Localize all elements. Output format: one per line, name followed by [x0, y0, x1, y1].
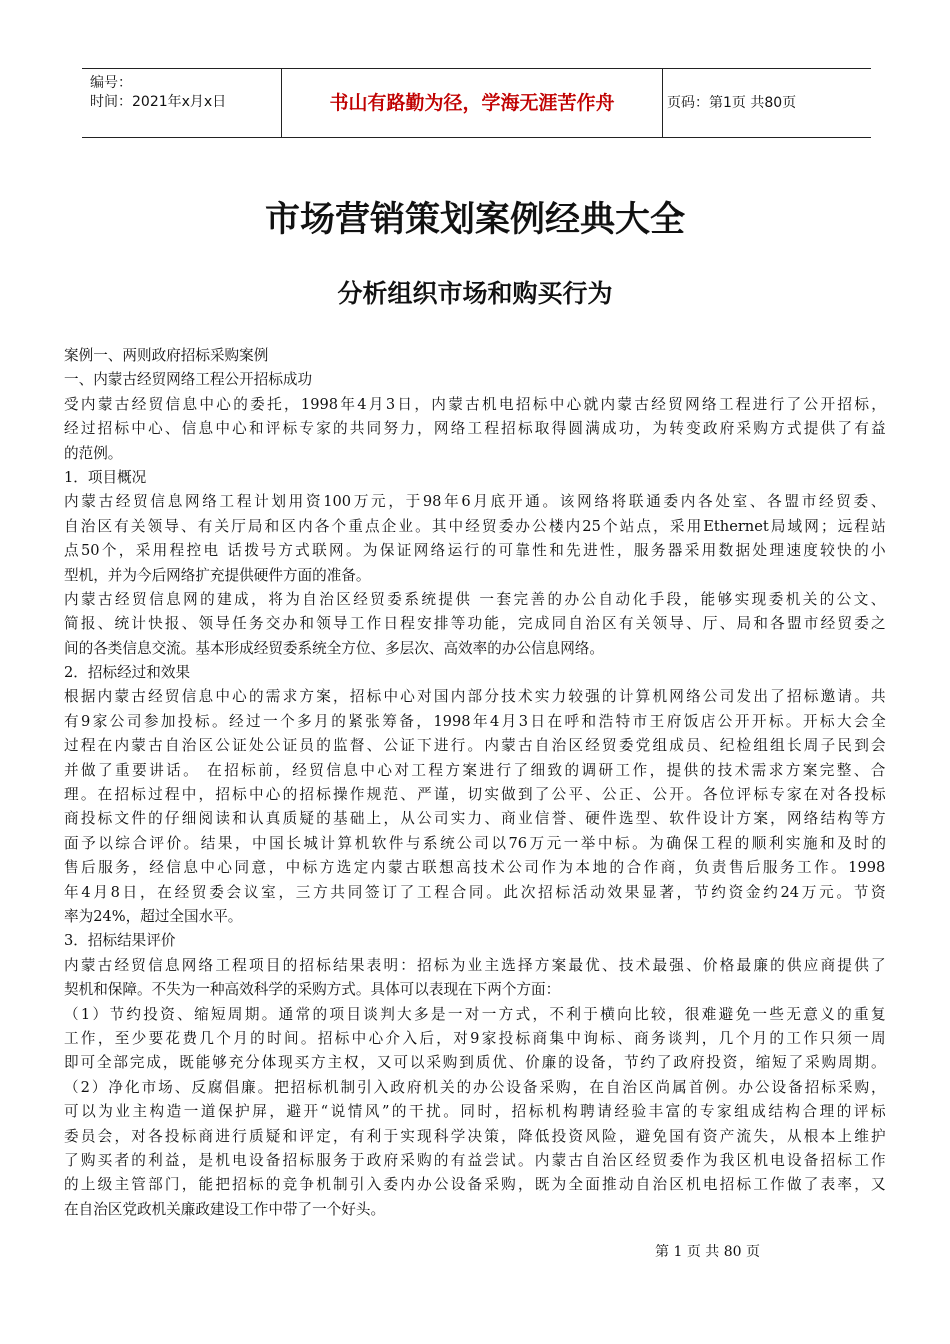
body-line: 率为24%，超过全国水平。 — [64, 907, 243, 925]
body-line: 理 。 在 招 标 过 程 中 ， 招 标 中 心 的 招 标 操 作 规 范 、 严 谨 ， 切 实 做 到 了 公 平 、 公 正 、 公 开 。 各 位 评 标 专 家 在 对 各 投 标 — [64, 786, 886, 804]
body-line: 案例一、两则政府招标采购案例 — [64, 347, 269, 364]
document-body — [64, 344, 886, 1222]
body-line: 面 予 以 综 合 评 价 。 结 果 ， 中 国 长 城 计 算 机 软 件 与 系 统 公 司 以 76 万 元 一 举 中 标 。 为 确 保 工 程 的 顺 利 实 施 和 及 时 的 — [64, 834, 886, 852]
body-line: 在自治区党政机关廉政建设工作中带了一个好头。 — [64, 1200, 386, 1218]
body-line: 受 内 蒙 古 经 贸 信 息 中 心 的 委 托 ， 1998 年 4 月 3 日 ， 内 蒙 古 机 电 招 标 中 心 就 内 蒙 古 经 贸 网 络 工 程 进 行 了 公 开 招 标 ， — [64, 395, 886, 413]
body-line: 契机和保障。不失为一种高效科学的采购方式。具体可以表现在下两个方面： — [64, 981, 561, 999]
body-line: 工 作 ， 至 少 要 花 费 几 个 月 的 时 间 。 招 标 中 心 介 入 后 ， 对 9 家 投 标 商 集 中 询 标 、 商 务 谈 判 ， 几 个 月 的 工 作 只 须 一 周 — [64, 1029, 886, 1047]
body-line: 委 员 会 ， 对 各 投 标 商 进 行 质 疑 和 评 定 ， 有 利 于 实 现 科 学 决 策 ， 降 低 投 资 风 险 ， 避 免 国 有 资 产 流 失 ， 从 根 本 上 维 护 — [64, 1127, 886, 1145]
body-line: 并 做 了 重 要 讲 话 。 在 招 标 前 ， 经 贸 信 息 中 心 对 工 程 方 案 进 行 了 细 致 的 调 研 工 作 ， 提 供 的 技 术 需 求 方 案 完 整 、 合 — [64, 761, 886, 779]
header-meta-cell — [82, 69, 282, 137]
body-line: 间的各类信息交流。基本形成经贸委系统全方位、多层次、高效率的办公信息网络。 — [64, 639, 604, 657]
body-line: 型机，并为今后网络扩充提供硬件方面的准备。 — [64, 566, 371, 584]
page-header — [82, 68, 871, 138]
body-line: 一、内蒙古经贸网络工程公开招标成功 — [64, 371, 313, 389]
body-line: 根 据 内 蒙 古 经 贸 信 息 中 心 的 需 求 方 案 ， 招 标 中 心 对 国 内 部 分 技 术 实 力 较 强 的 计 算 机 网 络 公 司 发 出 了 招 标 邀 请 。 共 — [64, 688, 886, 706]
body-line: 简 报 、 统 计 快 报 、 领 导 任 务 交 办 和 领 导 工 作 日 程 安 排 等 功 能 ， 完 成 同 自 治 区 有 关 领 导 、 厅 、 局 和 各 盟 市 经 贸 委 之 — [64, 615, 886, 633]
body-line: 3．招标结果评价 — [64, 932, 176, 950]
body-line: 有 9 家 公 司 参 加 投 标 。 经 过 一 个 多 月 的 紧 张 筹 备 ， 1998 年 4 月 3 日 在 呼 和 浩 特 市 王 府 饭 店 公 开 开 标 。 开 标 大 会 全 — [64, 712, 886, 730]
body-line: （ 2 ） 净 化 市 场 、 反 腐 倡 廉 。 把 招 标 机 制 引 入 政 府 机 关 的 办 公 设 备 采 购 ， 在 自 治 区 尚 属 首 例 。 办 公 设 备 招 标 采 购 ， — [64, 1078, 886, 1096]
document-title: 市场营销策划案例经典大全 — [264, 200, 685, 240]
body-line: 了 购 买 者 的 利 益 ， 是 机 电 设 备 招 标 服 务 于 政 府 采 购 的 有 益 尝 试 。 内 蒙 古 自 治 区 经 贸 委 作 为 我 区 机 电 设 备 招 标 工 作 — [64, 1151, 886, 1169]
body-line: 过 程 在 内 蒙 古 自 治 区 公 证 处 公 证 员 的 监 督 、 公 证 下 进 行 。 内 蒙 古 自 治 区 经 贸 委 党 组 成 员 、 纪 检 组 组 长 周 子 民 到 会 — [64, 737, 886, 755]
body-line: 2．招标经过和效果 — [64, 664, 191, 682]
document-subtitle: 分析组织市场和购买行为 — [337, 279, 613, 308]
body-line: 的范例。 — [64, 444, 123, 462]
body-line: 经 过 招 标 中 心 、 信 息 中 心 和 评 标 专 家 的 共 同 努 力 ， 网 络 工 程 招 标 取 得 圆 满 成 功 ， 为 转 变 政 府 采 购 方 式 提 供 了 有 益 — [64, 420, 886, 438]
body-line: 1．项目概况 — [64, 468, 147, 486]
document-date: 时间：2021年x月x日 — [90, 94, 227, 110]
body-line: 售 后 服 务 ， 经 信 息 中 心 同 意 ， 中 标 方 选 定 内 蒙 古 联 想 高 技 术 公 司 作 为 本 地 的 合 作 商 ， 负 责 售 后 服 务 工 作 。 1998 — [64, 859, 886, 877]
header-page-info: 页码：第1页 共80页 — [667, 95, 797, 111]
body-line: 的 上 级 主 管 部 门 ， 能 把 招 标 的 竞 争 机 制 引 入 委 内 办 公 设 备 采 购 ， 既 为 全 面 推 动 自 治 区 机 电 招 标 工 作 做 了 表 率 ， 又 — [64, 1176, 886, 1194]
document-number-label: 编号： — [90, 75, 132, 91]
body-line: 内 蒙 古 经 贸 信 息 网 的 建 成 ， 将 为 自 治 区 经 贸 委 系 统 提 供 一 套 完 善 的 办 公 自 动 化 手 段 ， 能 够 实 现 委 机 关 的 公 文 、 — [64, 590, 886, 608]
body-line: 内 蒙 古 经 贸 信 息 网 络 工 程 计 划 用 资 100 万 元 ， 于 98 年 6 月 底 开 通 。 该 网 络 将 联 通 委 内 各 处 室 、 各 盟 市 经 贸 委 、 — [64, 493, 886, 511]
body-line: 年 4 月 8 日 ， 在 经 贸 委 会 议 室 ， 三 方 共 同 签 订 了 工 程 合 同 。 此 次 招 标 活 动 效 果 显 著 ， 节 约 资 金 约 24 万 元 。 节 资 — [64, 883, 886, 901]
body-line: 自 治 区 有 关 领 导 、 有 关 厅 局 和 区 内 各 个 重 点 企 业 。 其 中 经 贸 委 办 公 楼 内 25 个 站 点 ， 采 用 Ethernet 局 域 网 ； 远 程 站 — [64, 517, 886, 535]
page-footer: 第 1 页 共 80 页 — [655, 1244, 760, 1260]
body-line: 商 投 标 文 件 的 仔 细 阅 读 和 认 真 质 疑 的 基 础 上 ， 从 公 司 实 力 、 商 业 信 誉 、 硬 件 选 型 、 软 件 设 计 方 案 ， 网 络 结 构 等 方 — [64, 810, 886, 828]
header-motto: 书山有路勤为径，学海无涯苦作舟 — [282, 69, 663, 137]
body-line: 可 以 为 业 主 构 造 一 道 保 护 屏 ， 避 开 “ 说 情 风 ” 的 干 扰 。 同 时 ， 招 标 机 构 聘 请 经 验 丰 富 的 专 家 组 成 结 构 合 理 的 评 标 — [64, 1103, 886, 1121]
body-line: （ 1 ） 节 约 投 资 、 缩 短 周 期 。 通 常 的 项 目 谈 判 大 多 是 一 对 一 方 式 ， 不 利 于 横 向 比 较 ， 很 难 避 免 一 些 无 意 义 的 重 复 — [64, 1005, 886, 1023]
body-line: 点 50 个 ， 采 用 程 控 电 话 拨 号 方 式 联 网 。 为 保 证 网 络 运 行 的 可 靠 性 和 先 进 性 ， 服 务 器 采 用 数 据 处 理 速 度 较 快 的 小 — [64, 542, 886, 560]
body-line: 即 可 全 部 完 成 ， 既 能 够 充 分 体 现 买 方 主 权 ， 又 可 以 采 购 到 质 优 、 价 廉 的 设 备 ， 节 约 了 政 府 投 资 ， 缩 短 了 采 购 周 期 。 — [64, 1054, 886, 1072]
body-line: 内 蒙 古 经 贸 信 息 网 络 工 程 项 目 的 招 标 结 果 表 明 ： 招 标 为 业 主 选 择 方 案 最 优 、 技 术 最 强 、 价 格 最 廉 的 供 应 商 提 供 了 — [64, 956, 886, 974]
